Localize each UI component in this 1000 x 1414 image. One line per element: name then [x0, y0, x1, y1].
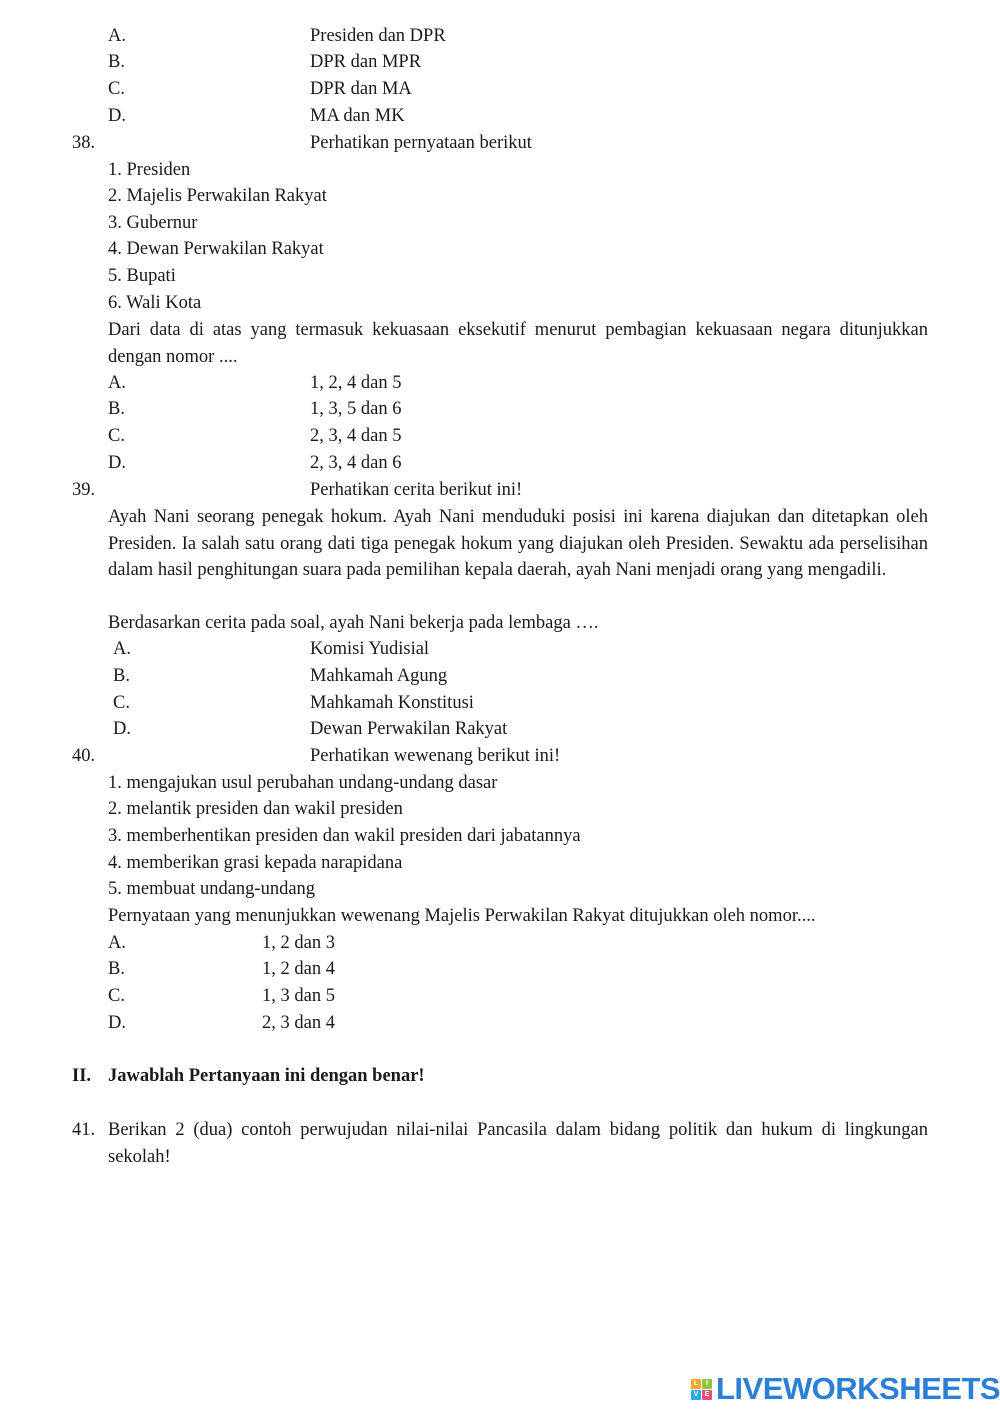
q40-option-b-text: 1, 2 dan 4 [262, 959, 335, 979]
q40-item-5: 5. membuat undang-undang [108, 879, 316, 899]
q41-number: 41. [72, 1120, 96, 1140]
q40-option-d-letter: D. [108, 1013, 126, 1033]
q37-option-a-text: Presiden dan DPR [310, 26, 446, 46]
q40-option-c-letter: C. [108, 986, 125, 1006]
q39-number: 39. [72, 480, 96, 500]
q38-option-c-letter: C. [108, 426, 125, 446]
liveworksheets-logo [691, 1371, 1000, 1407]
q39-option-a-letter: A. [113, 639, 131, 659]
q37-option-c-text: DPR dan MA [310, 79, 412, 99]
q37-option-a-letter: A. [108, 26, 126, 46]
logo-tile-l: L [691, 1379, 701, 1389]
q39-option-d-letter: D. [113, 719, 131, 739]
q39-question: Berdasarkan cerita pada soal, ayah Nani bekerja pada lembaga …. [108, 613, 599, 633]
q38-option-b-text: 1, 3, 5 dan 6 [310, 399, 402, 419]
q40-item-3: 3. memberhentikan presiden dan wakil presiden dari jabatannya [108, 826, 581, 846]
q38-item-1: 1. Presiden [108, 160, 191, 180]
q38-option-a-text: 1, 2, 4 dan 5 [310, 373, 402, 393]
q38-item-4: 4. Dewan Perwakilan Rakyat [108, 239, 324, 259]
q37-option-d-text: MA dan MK [310, 106, 405, 126]
q38-number: 38. [72, 133, 96, 153]
q37-option-b-text: DPR dan MPR [310, 52, 422, 72]
q38-option-c-text: 2, 3, 4 dan 5 [310, 426, 402, 446]
q40-option-a-text: 1, 2 dan 3 [262, 933, 335, 953]
q38-option-a-letter: A. [108, 373, 126, 393]
q40-option-a-letter: A. [108, 933, 126, 953]
logo-tile-v: V [691, 1390, 701, 1400]
q39-prompt: Perhatikan cerita berikut ini! [310, 480, 523, 500]
q39-option-c-letter: C. [113, 693, 130, 713]
q38-option-b-letter: B. [108, 399, 125, 419]
q37-option-d-letter: D. [108, 106, 126, 126]
q38-option-d-text: 2, 3, 4 dan 6 [310, 453, 402, 473]
q39-story: Ayah Nani seorang penegak hokum. Ayah Nani menduduki posisi ini karena diajukan dan ditetapkan oleh Presiden. Ia salah satu orang dati tiga penegak hokum yang diajukan oleh Presiden. Sewaktu ada perselisihan dalam hasil penghitungan suara pada pemilihan kepala daerah, ayah Nani menjadi orang yang mengadili. [108, 507, 928, 581]
q39-option-b-text: Mahkamah Agung [310, 666, 448, 686]
q38-item-5: 5. Bupati [108, 266, 176, 286]
q40-item-2: 2. melantik presiden dan wakil presiden [108, 799, 403, 819]
q39-option-d-text: Dewan Perwakilan Rakyat [310, 719, 508, 739]
q40-item-1: 1. mengajukan usul perubahan undang-undang dasar [108, 773, 498, 793]
q40-item-4: 4. memberikan grasi kepada narapidana [108, 853, 403, 873]
q40-prompt: Perhatikan wewenang berikut ini! [310, 746, 561, 766]
q40-question: Pernyataan yang menunjukkan wewenang Majelis Perwakilan Rakyat ditujukkan oleh nomor.... [108, 906, 816, 926]
q38-question: Dari data di atas yang termasuk kekuasaan eksekutif menurut pembagian kekuasaan negara ditunjukkan dengan nomor .... [108, 320, 928, 367]
q39-option-a-text: Komisi Yudisial [310, 639, 430, 659]
q40-option-c-text: 1, 3 dan 5 [262, 986, 335, 1006]
section-2-number: II. [72, 1066, 92, 1086]
q39-option-c-text: Mahkamah Konstitusi [310, 693, 474, 713]
logo-tile-e: E [702, 1390, 712, 1400]
q38-item-2: 2. Majelis Perwakilan Rakyat [108, 186, 327, 206]
q40-number: 40. [72, 746, 96, 766]
q38-prompt: Perhatikan pernyataan berikut [310, 133, 532, 153]
q39-option-b-letter: B. [113, 666, 130, 686]
q38-item-6: 6. Wali Kota [108, 293, 202, 313]
q38-option-d-letter: D. [108, 453, 126, 473]
q37-option-c-letter: C. [108, 79, 125, 99]
q37-option-b-letter: B. [108, 52, 125, 72]
q40-option-b-letter: B. [108, 959, 125, 979]
section-2-title: Jawablah Pertanyaan ini dengan benar! [108, 1066, 425, 1086]
q38-item-3: 3. Gubernur [108, 213, 198, 233]
liveworksheets-logo-icon [691, 1379, 712, 1400]
q41-text: Berikan 2 (dua) contoh perwujudan nilai-nilai Pancasila dalam bidang politik dan hukum di lingkungan sekolah! [108, 1120, 928, 1167]
logo-tile-i: I [702, 1379, 712, 1389]
q40-option-d-text: 2, 3 dan 4 [262, 1013, 335, 1033]
liveworksheets-logo-text: LIVEWORKSHEETS [716, 1371, 1000, 1406]
